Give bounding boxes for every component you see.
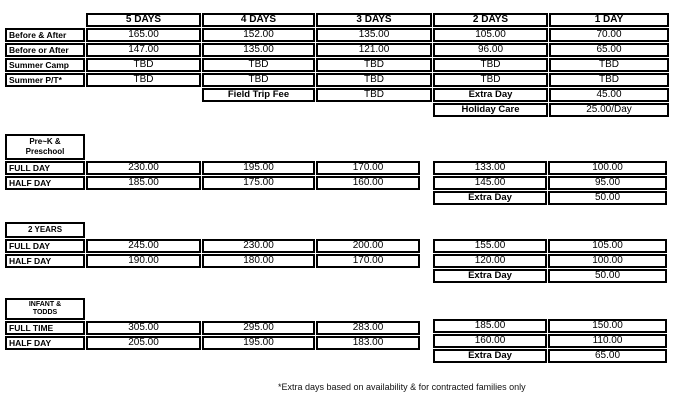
table-row — [5, 161, 420, 175]
field-trip-extra-day-row — [5, 88, 669, 102]
section-title-row — [5, 134, 420, 160]
price-cell: 155.00 — [433, 239, 547, 253]
section-title-line2: TODDS — [32, 309, 58, 316]
extra-day-label: Extra Day — [433, 88, 548, 102]
price-cell: 133.00 — [433, 161, 547, 175]
row-label: Before & After — [5, 28, 85, 42]
price-cell: 170.00 — [316, 161, 420, 175]
section-title-row — [5, 222, 420, 238]
price-cell: 283.00 — [316, 321, 420, 335]
price-cell: TBD — [316, 73, 432, 87]
price-cell: TBD — [316, 58, 432, 72]
extra-day-row — [433, 191, 667, 205]
table-row — [5, 43, 669, 57]
price-cell: 230.00 — [202, 239, 315, 253]
extra-day-row — [433, 269, 667, 283]
row-label: Before or After — [5, 43, 85, 57]
table-row — [433, 239, 667, 253]
field-trip-fee-label: Field Trip Fee — [202, 88, 315, 102]
section-title — [5, 134, 85, 160]
price-cell: 50.00 — [548, 269, 667, 283]
section-title-line1: 2 YEARS — [27, 225, 63, 234]
table-row — [433, 161, 667, 175]
price-cell: TBD — [86, 73, 201, 87]
price-cell: 152.00 — [202, 28, 315, 42]
empty-cell — [202, 298, 315, 320]
price-cell: TBD — [202, 73, 315, 87]
price-cell: 147.00 — [86, 43, 201, 57]
row-label: FULL DAY — [5, 239, 85, 253]
empty-cell — [316, 134, 420, 160]
price-cell: 45.00 — [549, 88, 669, 102]
price-cell: 185.00 — [433, 319, 547, 333]
two-years-right-table — [432, 238, 668, 284]
row-label: Summer Camp — [5, 58, 85, 72]
price-cell: 205.00 — [86, 336, 201, 350]
price-cell: 230.00 — [86, 161, 201, 175]
price-cell: 305.00 — [86, 321, 201, 335]
empty-cell — [316, 222, 420, 238]
extra-day-row — [433, 349, 667, 363]
empty-cell — [86, 222, 201, 238]
table-row — [433, 334, 667, 348]
column-header-2-days: 2 DAYS — [433, 13, 548, 27]
two-years-table — [4, 221, 421, 269]
price-cell: TBD — [549, 73, 669, 87]
holiday-care-label: Holiday Care — [433, 103, 548, 117]
empty-cell — [5, 13, 85, 27]
price-cell: 145.00 — [433, 176, 547, 190]
price-cell: 170.00 — [316, 254, 420, 268]
extra-day-label: Extra Day — [433, 269, 547, 283]
table-row — [433, 254, 667, 268]
price-cell: 160.00 — [316, 176, 420, 190]
empty-cell — [86, 88, 201, 102]
price-cell: 195.00 — [202, 161, 315, 175]
empty-cell — [86, 103, 201, 117]
price-cell: 185.00 — [86, 176, 201, 190]
extra-day-label: Extra Day — [433, 349, 547, 363]
empty-cell — [202, 222, 315, 238]
section-title — [5, 298, 85, 320]
extra-day-label: Extra Day — [433, 191, 547, 205]
price-cell: 150.00 — [548, 319, 667, 333]
empty-cell — [5, 88, 85, 102]
table-row — [5, 58, 669, 72]
price-cell: 105.00 — [433, 28, 548, 42]
price-cell: 121.00 — [316, 43, 432, 57]
row-label: Summer P/T* — [5, 73, 85, 87]
table-row — [5, 336, 420, 350]
prek-preschool-table — [4, 133, 421, 191]
row-label: HALF DAY — [5, 254, 85, 268]
price-cell: 95.00 — [548, 176, 667, 190]
column-header-3-days: 3 DAYS — [316, 13, 432, 27]
prek-preschool-right-table — [432, 160, 668, 206]
empty-cell — [202, 103, 315, 117]
section-title-line1: Pre~K & — [29, 137, 61, 146]
price-cell: 105.00 — [548, 239, 667, 253]
price-cell: TBD — [549, 58, 669, 72]
price-cell: 50.00 — [548, 191, 667, 205]
empty-cell — [202, 134, 315, 160]
table-row — [5, 28, 669, 42]
price-cell: TBD — [202, 58, 315, 72]
infant-todds-table — [4, 297, 421, 351]
empty-cell — [5, 103, 85, 117]
price-cell: 100.00 — [548, 254, 667, 268]
row-label: HALF DAY — [5, 336, 85, 350]
empty-cell — [316, 298, 420, 320]
empty-cell — [316, 103, 432, 117]
table-row — [5, 73, 669, 87]
section-title — [5, 222, 85, 238]
price-cell: 165.00 — [86, 28, 201, 42]
row-label: FULL DAY — [5, 161, 85, 175]
header-row — [5, 13, 669, 27]
price-cell: 100.00 — [548, 161, 667, 175]
price-cell: 200.00 — [316, 239, 420, 253]
price-cell: TBD — [433, 58, 548, 72]
price-cell: 295.00 — [202, 321, 315, 335]
row-label: FULL TIME — [5, 321, 85, 335]
table-row — [5, 239, 420, 253]
section-title-line1: INFANT & — [28, 301, 62, 308]
holiday-care-row — [5, 103, 669, 117]
column-header-5-days: 5 DAYS — [86, 13, 201, 27]
row-label: HALF DAY — [5, 176, 85, 190]
price-cell: 245.00 — [86, 239, 201, 253]
section-title-line2: Preschool — [25, 147, 65, 156]
price-cell: TBD — [86, 58, 201, 72]
column-header-1-day: 1 DAY — [549, 13, 669, 27]
price-cell: 135.00 — [316, 28, 432, 42]
price-cell: 175.00 — [202, 176, 315, 190]
empty-cell — [86, 134, 201, 160]
price-cell: 65.00 — [548, 349, 667, 363]
price-cell: 65.00 — [549, 43, 669, 57]
table-row — [433, 176, 667, 190]
price-cell: 180.00 — [202, 254, 315, 268]
price-cell: 96.00 — [433, 43, 548, 57]
column-header-4-days: 4 DAYS — [202, 13, 315, 27]
price-cell: 70.00 — [549, 28, 669, 42]
price-cell: 160.00 — [433, 334, 547, 348]
price-cell: 195.00 — [202, 336, 315, 350]
price-cell: 25.00/Day — [549, 103, 669, 117]
price-cell: 183.00 — [316, 336, 420, 350]
table-row — [433, 319, 667, 333]
infant-todds-right-table — [432, 318, 668, 364]
section-title-row — [5, 298, 420, 320]
price-cell: 110.00 — [548, 334, 667, 348]
price-cell: 120.00 — [433, 254, 547, 268]
table-row — [5, 176, 420, 190]
table-row — [5, 321, 420, 335]
price-cell: 135.00 — [202, 43, 315, 57]
weekly-rates-table — [4, 12, 670, 118]
table-row — [5, 254, 420, 268]
price-cell: TBD — [433, 73, 548, 87]
empty-cell — [86, 298, 201, 320]
price-cell: TBD — [316, 88, 432, 102]
price-cell: 190.00 — [86, 254, 201, 268]
footnote: *Extra days based on availability & for contracted families only — [278, 382, 526, 392]
